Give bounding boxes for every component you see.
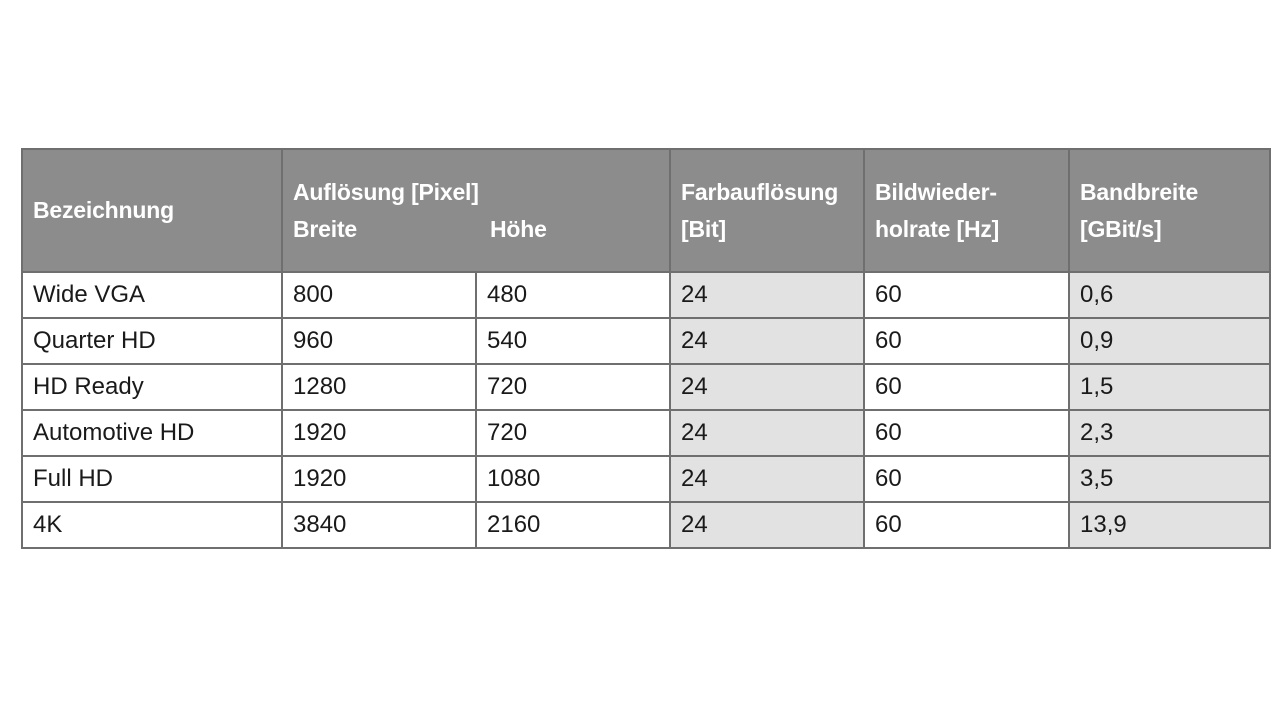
cell-name: Wide VGA <box>22 272 282 318</box>
header-farbaufloesung: Farbauflösung [Bit] <box>670 149 864 272</box>
cell-bit: 24 <box>670 272 864 318</box>
cell-hoehe: 720 <box>476 364 670 410</box>
cell-breite: 3840 <box>282 502 476 548</box>
cell-hz: 60 <box>864 456 1069 502</box>
cell-name: 4K <box>22 502 282 548</box>
header-hoehe: Höhe <box>490 215 547 242</box>
cell-gbit: 0,6 <box>1069 272 1270 318</box>
header-bildwiederholrate: Bildwieder- holrate [Hz] <box>864 149 1069 272</box>
cell-bit: 24 <box>670 502 864 548</box>
cell-bit: 24 <box>670 364 864 410</box>
table-row <box>22 364 1270 410</box>
cell-breite: 1920 <box>282 456 476 502</box>
cell-hoehe: 540 <box>476 318 670 364</box>
table-row <box>22 318 1270 364</box>
cell-name: Full HD <box>22 456 282 502</box>
cell-name: HD Ready <box>22 364 282 410</box>
cell-breite: 1280 <box>282 364 476 410</box>
header-aufloesung <box>282 149 670 272</box>
cell-gbit: 2,3 <box>1069 410 1270 456</box>
cell-hoehe: 1080 <box>476 456 670 502</box>
cell-gbit: 0,9 <box>1069 318 1270 364</box>
cell-hz: 60 <box>864 318 1069 364</box>
resolution-table-container <box>21 148 1269 549</box>
cell-bit: 24 <box>670 318 864 364</box>
cell-gbit: 13,9 <box>1069 502 1270 548</box>
cell-bit: 24 <box>670 456 864 502</box>
cell-breite: 1920 <box>282 410 476 456</box>
cell-hoehe: 480 <box>476 272 670 318</box>
header-bandbreite: Bandbreite [GBit/s] <box>1069 149 1270 272</box>
table-header-row <box>22 149 1270 272</box>
header-breite: Breite <box>293 215 357 242</box>
table-row <box>22 502 1270 548</box>
table-row <box>22 272 1270 318</box>
cell-gbit: 3,5 <box>1069 456 1270 502</box>
cell-hz: 60 <box>864 364 1069 410</box>
cell-hz: 60 <box>864 410 1069 456</box>
resolution-table <box>21 148 1271 549</box>
cell-breite: 800 <box>282 272 476 318</box>
cell-hoehe: 720 <box>476 410 670 456</box>
cell-hz: 60 <box>864 272 1069 318</box>
cell-name: Automotive HD <box>22 410 282 456</box>
table-row <box>22 456 1270 502</box>
header-bezeichnung: Bezeichnung <box>22 149 282 272</box>
cell-name: Quarter HD <box>22 318 282 364</box>
faded-caption-remnant <box>30 578 1180 588</box>
cell-gbit: 1,5 <box>1069 364 1270 410</box>
cell-hoehe: 2160 <box>476 502 670 548</box>
cell-bit: 24 <box>670 410 864 456</box>
header-aufloesung-title: Auflösung [Pixel] <box>293 178 479 205</box>
table-row <box>22 410 1270 456</box>
cell-hz: 60 <box>864 502 1069 548</box>
cell-breite: 960 <box>282 318 476 364</box>
